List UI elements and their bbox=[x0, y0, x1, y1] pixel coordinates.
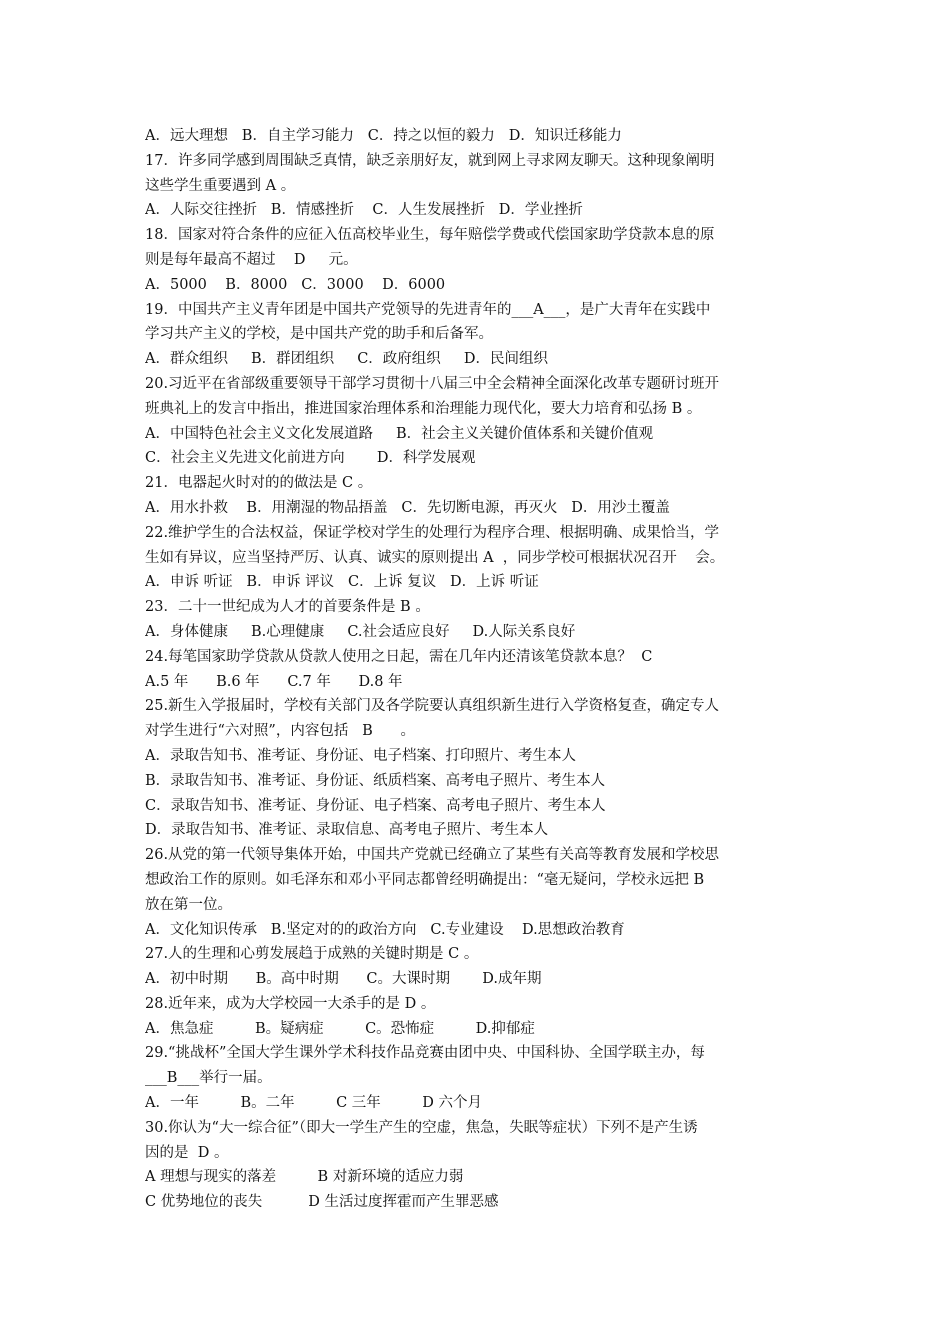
text-line: 24.每笔国家助学贷款从贷款人使用之日起，需在几年内还清该笔贷款本息？ C bbox=[145, 648, 653, 665]
text-line: A．用水扑救 B．用潮湿的物品捂盖 C．先切断电源，再灭火 D．用沙土覆盖 bbox=[145, 499, 670, 516]
text-line: 这些学生重要遇到 A 。 bbox=[145, 177, 296, 194]
text-line: 19．中国共产主义青年团是中国共产党领导的先进青年的___A___，是广大青年在实践中 bbox=[145, 301, 711, 318]
document-page bbox=[145, 124, 815, 1215]
text-line: 17．许多同学感到周围缺乏真情，缺乏亲朋好友，就到网上寻求网友聊天。这种现象阐明 bbox=[145, 152, 715, 169]
text-line: A．人际交往挫折 B．情感挫折 C．人生发展挫折 D．学业挫折 bbox=[145, 202, 583, 219]
text-line: 20.习近平在省部级重要领导干部学习贯彻十八届三中全会精神全面深化改革专题研讨班开 bbox=[145, 375, 720, 392]
text-line: 23．二十一世纪成为人才的首要条件是 B 。 bbox=[145, 599, 430, 616]
text-line: 班典礼上的发言中指出，推进国家治理体系和治理能力现代化，要大力培育和弘扬 B 。 bbox=[145, 400, 702, 417]
text-line: 27.人的生理和心剪发展趋于成熟的关键时期是 C 。 bbox=[145, 946, 479, 963]
text-line: 26.从党的第一代领导集体开始，中国共产党就已经确立了某些有关高等教育发展和学校思 bbox=[145, 847, 720, 864]
text-line: 则是每年最高不超过 D 元。 bbox=[145, 251, 358, 268]
text-line: A 理想与现实的落差 B 对新环境的适应力弱 bbox=[145, 1169, 464, 1186]
text-line: A.5 年 B.6 年 C.7 年 D.8 年 bbox=[145, 673, 403, 690]
text-line: ___B___举行一届。 bbox=[145, 1070, 272, 1087]
text-line: 25.新生入学报届时，学校有关部门及各学院要认真组织新生进行入学资格复查，确定专人 bbox=[145, 698, 720, 715]
text-line: A．初中时期 B。高中时期 C。大课时期 D.成年期 bbox=[145, 971, 542, 988]
text-line: 因的是 D 。 bbox=[145, 1144, 229, 1161]
text-line: 生如有异议，应当坚持严厉、认真、诚实的原则提出 A ，同步学校可根据状况召开 会。 bbox=[145, 549, 725, 566]
text-line: 21．电器起火时对的的做法是 C 。 bbox=[145, 475, 373, 492]
text-line: A．身体健康 B.心理健康 C.社会适应良好 D.人际关系良好 bbox=[145, 623, 576, 640]
text-line: D．录取告知书、准考证、录取信息、高考电子照片、考生本人 bbox=[145, 822, 549, 839]
text-line: A．5000 B．8000 C．3000 D．6000 bbox=[145, 276, 446, 293]
text-line: A．中国特色社会主义文化发展道路 B．社会主义关键价值体系和关键价值观 bbox=[145, 425, 654, 442]
text-line: C．录取告知书、准考证、身份证、电子档案、高考电子照片、考生本人 bbox=[145, 797, 606, 814]
text-line: 18．国家对符合条件的应征入伍高校毕业生，每年赔偿学费或代偿国家助学贷款本息的原 bbox=[145, 227, 715, 244]
text-line: 29.“挑战杯”全国大学生课外学术科技作品竞赛由团中央、中国科协、全国学联主办，每 bbox=[145, 1045, 705, 1062]
text-line: A．远大理想 B．自主学习能力 C．持之以恒的毅力 D．知识迁移能力 bbox=[145, 128, 622, 144]
text-line: 学习共产主义的学校，是中国共产党的助手和后备军。 bbox=[145, 326, 493, 343]
text-line: 放在第一位。 bbox=[145, 896, 232, 913]
text-line: A．申诉 听证 B．申诉 评议 C．上诉 复议 D．上诉 听证 bbox=[145, 574, 539, 591]
text-line: 28.近年来，成为大学校园一大杀手的是 D 。 bbox=[145, 995, 436, 1012]
text-line: A．录取告知书、准考证、身份证、电子档案、打印照片、考生本人 bbox=[145, 747, 576, 764]
text-line: A．一年 B。二年 C 三年 D 六个月 bbox=[145, 1095, 483, 1112]
text-line: A．焦急症 B。疑病症 C。恐怖症 D.抑郁症 bbox=[145, 1020, 535, 1037]
text-line: A．文化知识传承 B.坚定对的的政治方向 C.专业建设 D.思想政治教育 bbox=[145, 921, 625, 938]
text-line: 对学生进行“六对照”，内容包括 B 。 bbox=[145, 723, 415, 740]
text-line: 30.你认为“大一综合征”（即大一学生产生的空虚，焦急，失眠等症状）下列不是产生诱 bbox=[145, 1119, 698, 1136]
text-line: 22.维护学生的合法权益，保证学校对学生的处理行为程序合理、根据明确、成果恰当，学 bbox=[145, 524, 720, 541]
text-line: C．社会主义先进文化前进方向 D．科学发展观 bbox=[145, 450, 476, 467]
text-line: C 优势地位的丧失 D 生活过度挥霍而产生罪恶感 bbox=[145, 1194, 499, 1211]
text-line: B．录取告知书、准考证、身份证、纸质档案、高考电子照片、考生本人 bbox=[145, 772, 606, 789]
text-line: A．群众组织 B．群团组织 C．政府组织 D．民间组织 bbox=[145, 351, 548, 368]
text-line: 想政治工作的原则。如毛泽东和邓小平同志都曾经明确提出：“毫无疑问，学校永远把 B bbox=[145, 871, 705, 888]
